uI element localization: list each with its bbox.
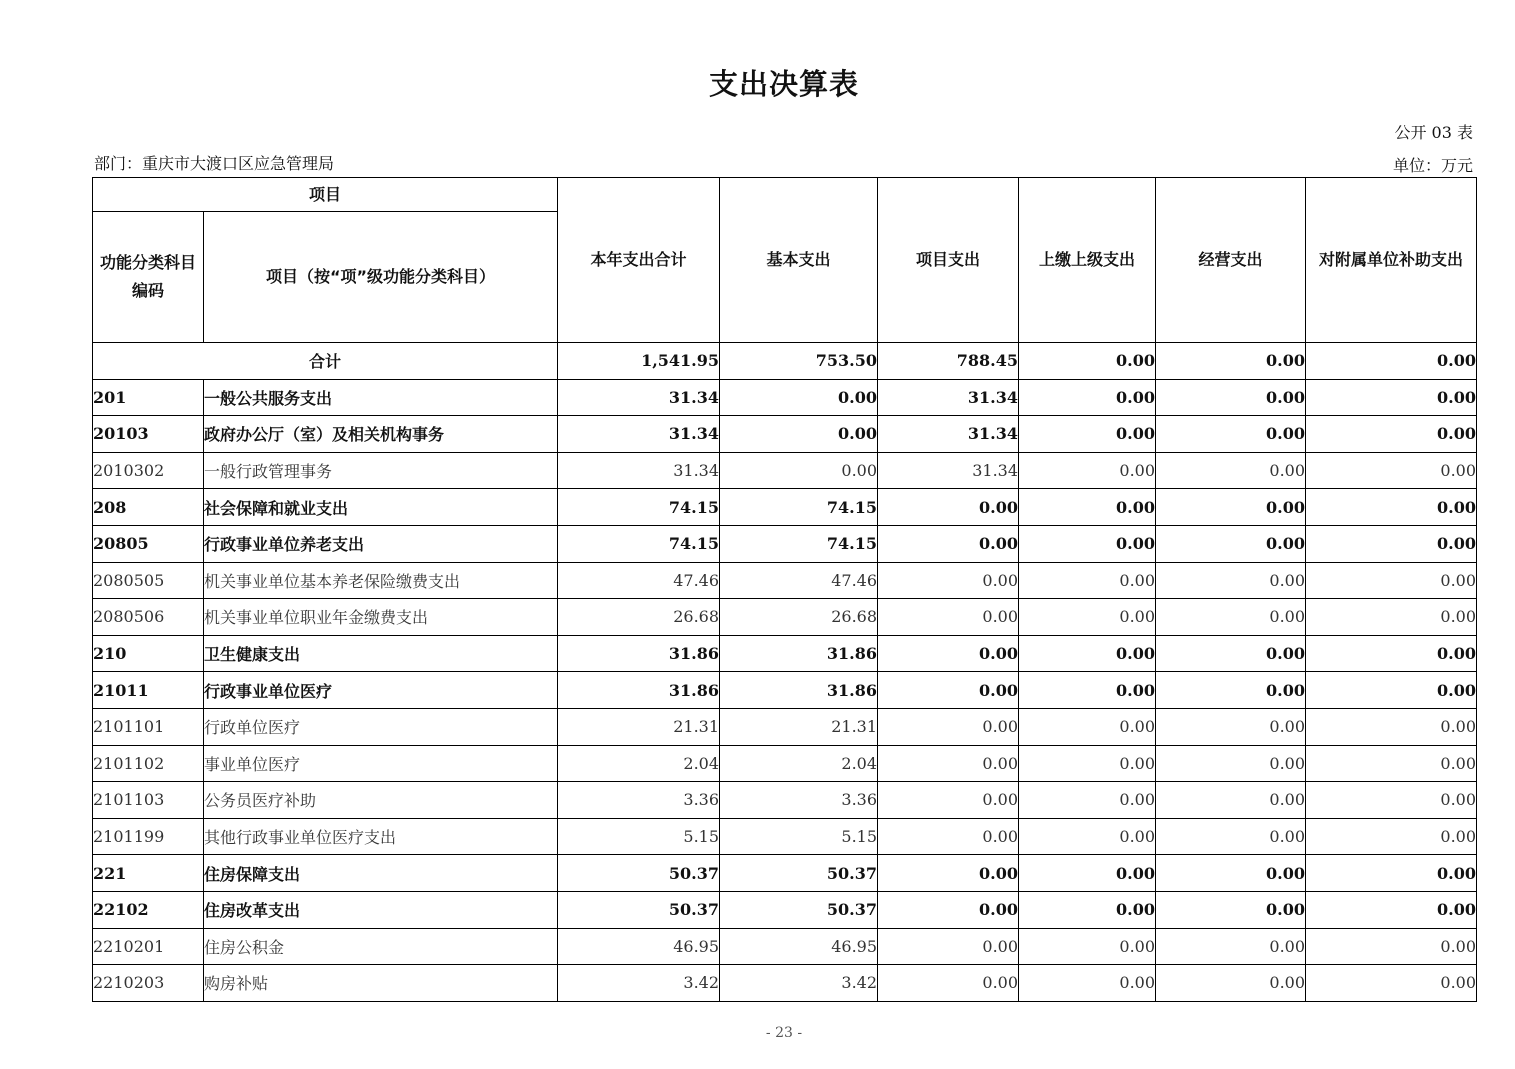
- row-value: 0.00: [1306, 672, 1477, 709]
- row-value: 0.00: [1156, 708, 1306, 745]
- row-value: 0.00: [1306, 782, 1477, 819]
- row-code: 2210201: [93, 928, 204, 965]
- row-value: 26.68: [720, 599, 878, 636]
- row-value: 50.37: [720, 855, 878, 892]
- row-value: 50.37: [720, 891, 878, 928]
- row-value: 0.00: [1306, 891, 1477, 928]
- row-code: 2080506: [93, 599, 204, 636]
- row-value: 0.00: [1019, 782, 1156, 819]
- row-value: 0.00: [1306, 599, 1477, 636]
- row-value: 0.00: [1306, 635, 1477, 672]
- table-row: [93, 891, 1477, 928]
- row-name: 政府办公厅（室）及相关机构事务: [204, 416, 558, 453]
- header-basic: 基本支出: [720, 178, 878, 343]
- row-code: 201: [93, 379, 204, 416]
- row-name: 公务员医疗补助: [204, 782, 558, 819]
- row-name: 住房保障支出: [204, 855, 558, 892]
- row-value: 0.00: [1156, 635, 1306, 672]
- row-value: 0.00: [878, 489, 1019, 526]
- row-code: 2010302: [93, 452, 204, 489]
- table-row: [93, 745, 1477, 782]
- table-row: [93, 379, 1477, 416]
- total-cell: 0.00: [1156, 343, 1306, 380]
- row-value: 0.00: [1156, 928, 1306, 965]
- row-value: 0.00: [1306, 452, 1477, 489]
- header-project-expenditure: 项目支出: [878, 178, 1019, 343]
- row-code: 221: [93, 855, 204, 892]
- row-value: 0.00: [1306, 379, 1477, 416]
- row-value: 0.00: [1019, 599, 1156, 636]
- row-code: 2080505: [93, 562, 204, 599]
- table-row: [93, 855, 1477, 892]
- row-value: 47.46: [558, 562, 720, 599]
- row-value: 0.00: [1306, 745, 1477, 782]
- table-row: [93, 452, 1477, 489]
- row-value: 0.00: [1019, 928, 1156, 965]
- row-value: 0.00: [878, 525, 1019, 562]
- row-value: 0.00: [1156, 672, 1306, 709]
- row-value: 31.86: [558, 635, 720, 672]
- table-row: [93, 928, 1477, 965]
- page-number: - 23 -: [765, 1025, 803, 1041]
- row-value: 0.00: [1019, 379, 1156, 416]
- row-name: 一般公共服务支出: [204, 379, 558, 416]
- row-value: 0.00: [1306, 489, 1477, 526]
- row-value: 0.00: [1306, 525, 1477, 562]
- row-value: 0.00: [1306, 562, 1477, 599]
- row-value: 0.00: [878, 745, 1019, 782]
- table-row: [93, 489, 1477, 526]
- header-total: 本年支出合计: [558, 178, 720, 343]
- row-value: 31.34: [558, 379, 720, 416]
- row-value: 0.00: [1019, 562, 1156, 599]
- row-value: 21.31: [558, 708, 720, 745]
- row-value: 47.46: [720, 562, 878, 599]
- row-name: 机关事业单位职业年金缴费支出: [204, 599, 558, 636]
- row-value: 31.86: [720, 672, 878, 709]
- row-value: 0.00: [1019, 745, 1156, 782]
- table-row: [93, 416, 1477, 453]
- row-code: 21011: [93, 672, 204, 709]
- row-value: 0.00: [1306, 928, 1477, 965]
- row-value: 3.36: [720, 782, 878, 819]
- row-value: 31.86: [558, 672, 720, 709]
- header-project: 项目: [93, 178, 558, 212]
- total-row: [93, 343, 1477, 380]
- row-value: 0.00: [1156, 745, 1306, 782]
- row-code: 2101101: [93, 708, 204, 745]
- row-value: 5.15: [558, 818, 720, 855]
- row-code: 210: [93, 635, 204, 672]
- row-value: 21.31: [720, 708, 878, 745]
- row-value: 0.00: [1019, 891, 1156, 928]
- table-row: [93, 599, 1477, 636]
- row-name: 行政事业单位养老支出: [204, 525, 558, 562]
- header-name: 项目（按“项”级功能分类科目）: [204, 212, 558, 343]
- row-value: 0.00: [1156, 525, 1306, 562]
- row-value: 5.15: [720, 818, 878, 855]
- row-value: 50.37: [558, 891, 720, 928]
- row-value: 0.00: [1306, 708, 1477, 745]
- row-value: 0.00: [878, 708, 1019, 745]
- row-value: 0.00: [720, 452, 878, 489]
- row-value: 0.00: [878, 635, 1019, 672]
- row-value: 46.95: [720, 928, 878, 965]
- form-number: 公开 03 表: [1394, 123, 1473, 142]
- row-value: 0.00: [1019, 525, 1156, 562]
- row-code: 2101102: [93, 745, 204, 782]
- row-name: 卫生健康支出: [204, 635, 558, 672]
- row-code: 2210203: [93, 965, 204, 1002]
- row-value: 0.00: [1019, 452, 1156, 489]
- table-row: [93, 818, 1477, 855]
- row-value: 0.00: [1156, 818, 1306, 855]
- row-value: 0.00: [878, 818, 1019, 855]
- row-value: 0.00: [878, 782, 1019, 819]
- row-value: 0.00: [1306, 416, 1477, 453]
- row-name: 机关事业单位基本养老保险缴费支出: [204, 562, 558, 599]
- row-value: 0.00: [1156, 891, 1306, 928]
- row-name: 行政事业单位医疗: [204, 672, 558, 709]
- row-code: 20103: [93, 416, 204, 453]
- row-value: 0.00: [1156, 416, 1306, 453]
- row-value: 74.15: [558, 525, 720, 562]
- row-value: 0.00: [720, 379, 878, 416]
- row-value: 0.00: [1019, 855, 1156, 892]
- row-value: 0.00: [1306, 818, 1477, 855]
- row-value: 0.00: [1156, 379, 1306, 416]
- total-cell: 0.00: [1019, 343, 1156, 380]
- row-code: 2101199: [93, 818, 204, 855]
- table-row: [93, 635, 1477, 672]
- header-code: 功能分类科目编码: [93, 212, 204, 343]
- row-value: 3.42: [558, 965, 720, 1002]
- row-value: 0.00: [1019, 672, 1156, 709]
- row-value: 31.34: [558, 452, 720, 489]
- row-value: 2.04: [720, 745, 878, 782]
- row-value: 0.00: [1019, 635, 1156, 672]
- unit-label: 单位：万元: [1392, 156, 1473, 175]
- row-value: 0.00: [1156, 489, 1306, 526]
- expenditure-table: [92, 177, 1477, 1002]
- row-name: 事业单位医疗: [204, 745, 558, 782]
- total-cell: 0.00: [1306, 343, 1477, 380]
- row-name: 行政单位医疗: [204, 708, 558, 745]
- row-value: 74.15: [720, 525, 878, 562]
- row-value: 0.00: [878, 928, 1019, 965]
- row-name: 购房补贴: [204, 965, 558, 1002]
- row-value: 0.00: [1019, 708, 1156, 745]
- row-name: 社会保障和就业支出: [204, 489, 558, 526]
- row-value: 0.00: [878, 672, 1019, 709]
- row-value: 0.00: [878, 855, 1019, 892]
- row-value: 0.00: [1156, 562, 1306, 599]
- row-code: 2101103: [93, 782, 204, 819]
- row-code: 208: [93, 489, 204, 526]
- row-value: 0.00: [1306, 965, 1477, 1002]
- row-value: 0.00: [1019, 416, 1156, 453]
- row-value: 31.86: [720, 635, 878, 672]
- row-value: 0.00: [878, 599, 1019, 636]
- row-value: 0.00: [1019, 489, 1156, 526]
- row-value: 0.00: [1156, 599, 1306, 636]
- row-code: 22102: [93, 891, 204, 928]
- total-label: 合计: [93, 343, 558, 380]
- row-name: 一般行政管理事务: [204, 452, 558, 489]
- table-row: [93, 782, 1477, 819]
- table-row: [93, 672, 1477, 709]
- row-name: 住房改革支出: [204, 891, 558, 928]
- department-label: 部门：重庆市大渡口区应急管理局: [94, 154, 335, 173]
- row-value: 31.34: [878, 416, 1019, 453]
- row-value: 74.15: [558, 489, 720, 526]
- row-value: 0.00: [878, 965, 1019, 1002]
- row-value: 31.34: [558, 416, 720, 453]
- row-value: 0.00: [1156, 855, 1306, 892]
- row-value: 0.00: [1019, 965, 1156, 1002]
- row-value: 0.00: [878, 562, 1019, 599]
- row-value: 0.00: [1306, 855, 1477, 892]
- row-value: 0.00: [1019, 818, 1156, 855]
- page-title: 支出决算表: [708, 67, 859, 101]
- row-value: 0.00: [1156, 965, 1306, 1002]
- row-value: 2.04: [558, 745, 720, 782]
- row-value: 31.34: [878, 379, 1019, 416]
- header-upper-payment: 上缴上级支出: [1019, 178, 1156, 343]
- row-code: 20805: [93, 525, 204, 562]
- header-business: 经营支出: [1156, 178, 1306, 343]
- row-value: 26.68: [558, 599, 720, 636]
- total-cell: 1,541.95: [558, 343, 720, 380]
- row-value: 74.15: [720, 489, 878, 526]
- row-value: 0.00: [1156, 452, 1306, 489]
- row-value: 0.00: [1156, 782, 1306, 819]
- row-value: 31.34: [878, 452, 1019, 489]
- table-row: [93, 708, 1477, 745]
- row-value: 3.42: [720, 965, 878, 1002]
- row-value: 46.95: [558, 928, 720, 965]
- row-value: 0.00: [878, 891, 1019, 928]
- table-row: [93, 525, 1477, 562]
- row-name: 其他行政事业单位医疗支出: [204, 818, 558, 855]
- row-name: 住房公积金: [204, 928, 558, 965]
- total-cell: 788.45: [878, 343, 1019, 380]
- table-row: [93, 965, 1477, 1002]
- row-value: 50.37: [558, 855, 720, 892]
- row-value: 0.00: [720, 416, 878, 453]
- row-value: 3.36: [558, 782, 720, 819]
- header-subsidy: 对附属单位补助支出: [1306, 178, 1477, 343]
- total-cell: 753.50: [720, 343, 878, 380]
- table-row: [93, 562, 1477, 599]
